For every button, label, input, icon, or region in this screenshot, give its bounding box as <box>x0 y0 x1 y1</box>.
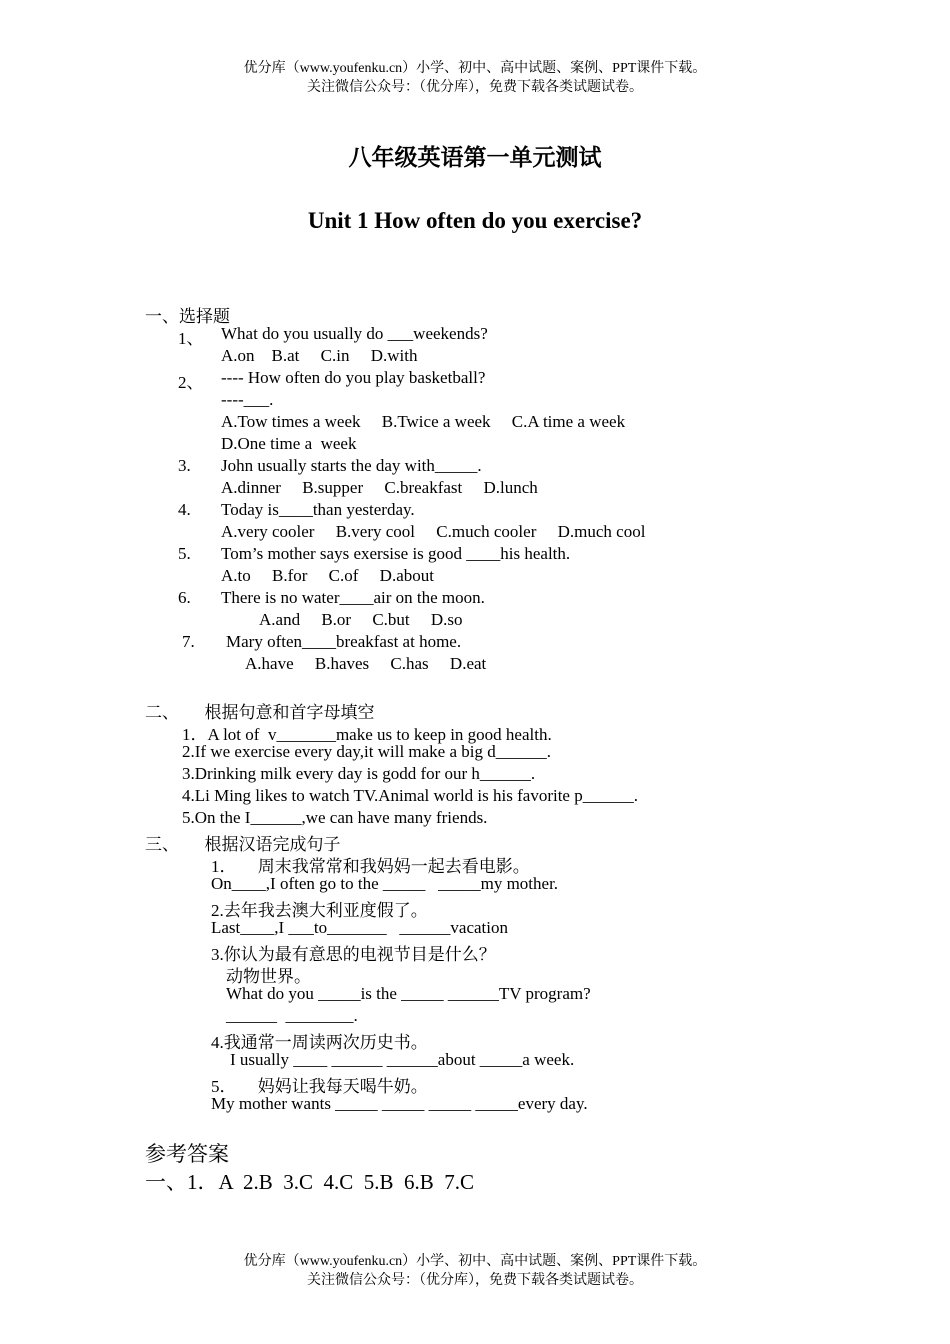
q7-text: Mary often____breakfast at home. <box>226 632 462 651</box>
s3-q5-english: My mother wants _____ _____ _____ _____every day. <box>211 1094 588 1113</box>
q4-text: Today is____than yesterday. <box>221 500 415 519</box>
q5-number: 5. <box>178 544 191 563</box>
q2-options-2: D.One time a week <box>221 434 357 453</box>
q2-number: 2、 <box>178 373 204 392</box>
q7-options: A.have B.haves C.has D.eat <box>245 654 487 673</box>
s3-q3-english: What do you _____is the _____ ______TV program? <box>226 984 591 1003</box>
q6-options: A.and B.or C.but D.so <box>259 610 463 629</box>
section3-heading: 三、 根据汉语完成句子 <box>145 835 341 854</box>
answers-line-1: 一、1．A 2.B 3.C 4.C 5.B 6.B 7.C <box>145 1170 475 1194</box>
q3-text: John usually starts the day with_____. <box>221 456 482 475</box>
q1-number: 1、 <box>178 329 204 348</box>
s2-item-4: 4.Li Ming likes to watch TV.Animal world is his favorite p______. <box>182 786 638 805</box>
header-line-2: 关注微信公众号：（优分库），免费下载各类试题试卷。 <box>307 80 643 95</box>
header-line-1: 优分库（www.youfenku.cn）小学、初中、高中试题、案例、PPT课件下载。 <box>243 61 707 76</box>
q5-text: Tom’s mother says exersise is good ____his health. <box>221 544 571 563</box>
q6-number: 6. <box>178 588 191 607</box>
q2-text: ---- How often do you play basketball? <box>221 368 486 387</box>
q1-options: A.on B.at C.in D.with <box>221 346 418 365</box>
title-english: Unit 1 How often do you exercise? <box>307 208 643 233</box>
s2-item-1: 1．A lot of v_______make us to keep in good health. <box>182 725 552 744</box>
s2-item-3: 3.Drinking milk every day is godd for our h______. <box>182 764 536 783</box>
q7-number: 7. <box>182 632 195 651</box>
s3-q2-english: Last____,I ___to_______ ______vacation <box>211 918 508 937</box>
q6-text: There is no water____air on the moon. <box>221 588 485 607</box>
s3-q4-chinese: 4.我通常一周读两次历史书。 <box>211 1033 428 1052</box>
answers-heading: 参考答案 <box>145 1142 229 1166</box>
q2-answer-line: ----___. <box>221 390 274 409</box>
footer-line-2: 关注微信公众号：（优分库），免费下载各类试题试卷。 <box>307 1273 643 1288</box>
section2-heading: 二、 根据句意和首字母填空 <box>145 703 375 722</box>
s3-q5-chinese: 5． 妈妈让我每天喝牛奶。 <box>211 1077 428 1096</box>
s3-q1-english: On____,I often go to the _____ _____my mother. <box>211 874 559 893</box>
s3-q4-english: I usually ____ ______ ______about _____a week. <box>230 1050 575 1069</box>
s3-q1-chinese: 1． 周末我常常和我妈妈一起去看电影。 <box>211 857 530 876</box>
section1-heading: 一、选择题 <box>145 307 230 326</box>
s3-q3-english-answer: ______ ________. <box>226 1006 358 1025</box>
footer-line-1: 优分库（www.youfenku.cn）小学、初中、高中试题、案例、PPT课件下载。 <box>243 1254 707 1269</box>
title-chinese: 八年级英语第一单元测试 <box>348 145 602 170</box>
q3-options: A.dinner B.supper C.breakfast D.lunch <box>221 478 538 497</box>
q5-options: A.to B.for C.of D.about <box>221 566 434 585</box>
s3-q3-chinese-answer: 动物世界。 <box>226 967 311 986</box>
s3-q2-chinese: 2.去年我去澳大利亚度假了。 <box>211 901 428 920</box>
q4-number: 4. <box>178 500 191 519</box>
s2-item-2: 2.If we exercise every day,it will make a big d______. <box>182 742 551 761</box>
q1-text: What do you usually do ___weekends? <box>221 324 488 343</box>
s2-item-5: 5.On the I______,we can have many friends. <box>182 808 488 827</box>
q3-number: 3. <box>178 456 191 475</box>
q2-options-1: A.Tow times a week B.Twice a week C.A time a week <box>221 412 626 431</box>
s3-q3-chinese: 3.你认为最有意思的电视节目是什么？ <box>211 945 496 964</box>
q4-options: A.very cooler B.very cool C.much cooler D.much cool <box>221 522 646 541</box>
